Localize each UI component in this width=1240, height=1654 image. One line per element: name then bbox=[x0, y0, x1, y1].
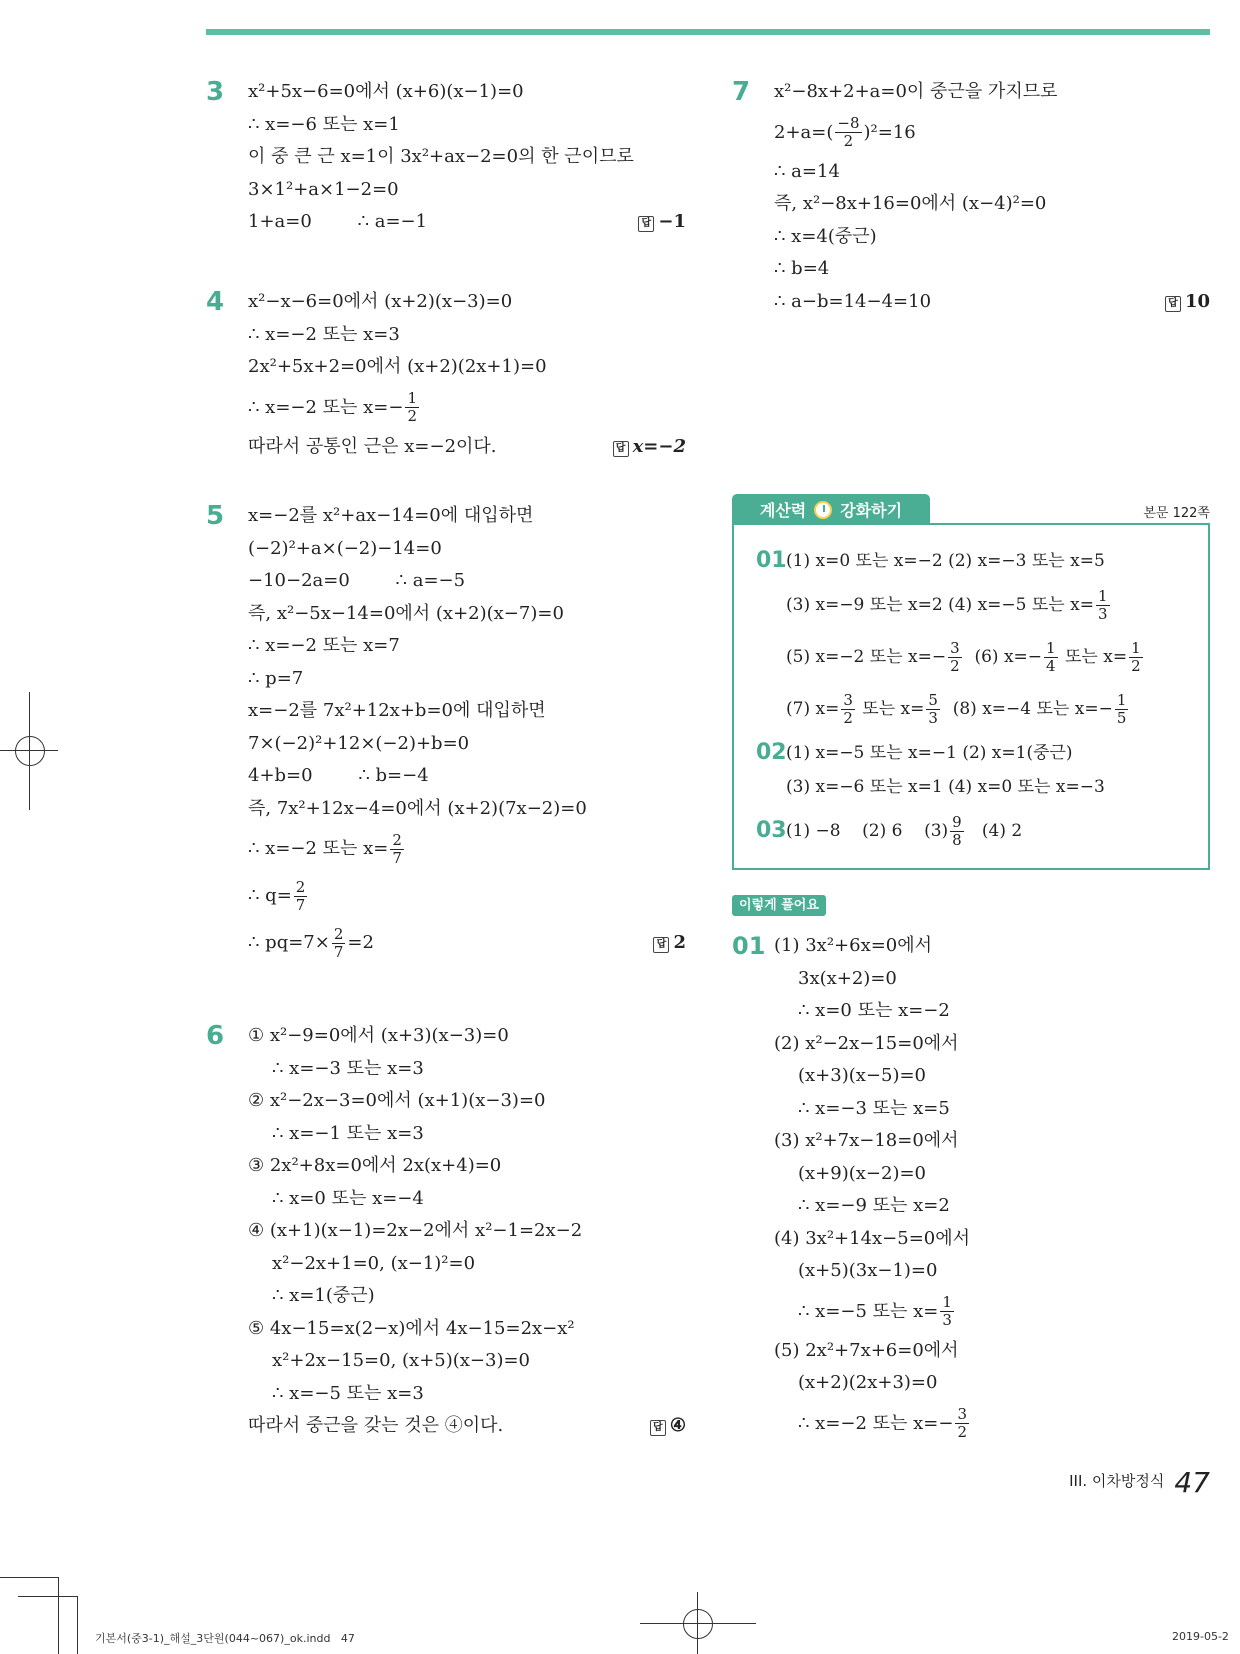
denominator: 4 bbox=[1046, 657, 1056, 675]
solution-line bbox=[774, 109, 1210, 156]
row-text: (7) x= bbox=[786, 699, 840, 719]
problem-3 bbox=[206, 76, 686, 286]
solution-line: (x+3)(x−5)=0 bbox=[798, 1065, 926, 1086]
numerator: 2 bbox=[333, 924, 344, 943]
row-text: (1) −8 (2) 6 (3) bbox=[786, 821, 949, 841]
fraction bbox=[926, 692, 940, 727]
page-number: 47 bbox=[1174, 1466, 1210, 1499]
solution-line bbox=[248, 825, 686, 872]
numerator: −8 bbox=[837, 114, 860, 132]
solution-line: x²−x−6=0에서 (x+2)(x−3)=0 bbox=[248, 291, 513, 312]
solution-line: (2) x²−2x−15=0에서 bbox=[774, 1032, 959, 1054]
numerator: 2 bbox=[295, 877, 306, 896]
answer-row: (3) x=−6 또는 x=1 (4) x=0 또는 x=−3 bbox=[786, 777, 1105, 797]
solution-line: (3) x²+7x−18=0에서 bbox=[774, 1130, 959, 1151]
solution-line: 3×1²+a×1−2=0 bbox=[248, 178, 399, 200]
fraction bbox=[1129, 640, 1143, 675]
solution-line: (x+2)(2x+3)=0 bbox=[798, 1372, 938, 1393]
numerator: 9 bbox=[952, 813, 962, 831]
solution-text: ∴ pq=7× bbox=[248, 932, 330, 953]
solution-line: ∴ p=7 bbox=[248, 667, 304, 689]
numerator: 1 bbox=[407, 389, 418, 407]
numerator: 1 bbox=[1097, 587, 1108, 605]
solution-label: 이렇게 풀어요 bbox=[732, 895, 826, 916]
solution-line: (−2)²+a×(−2)−14=0 bbox=[248, 537, 442, 559]
problem-number: 6 bbox=[206, 1021, 225, 1051]
fraction bbox=[835, 115, 861, 150]
solution-line: ∴ x=0 또는 x=−2 bbox=[798, 1000, 950, 1021]
solution-text: ∴ x=−2 또는 x=− bbox=[798, 1412, 954, 1434]
solution-text: ∴ x=−2 또는 x=− bbox=[248, 396, 404, 418]
solution-line: ③ 2x²+8x=0에서 2x(x+4)=0 bbox=[248, 1155, 502, 1176]
slug-date: 2019-05-2 bbox=[1172, 1630, 1229, 1643]
row-text: (3) x=−9 또는 x=2 (4) x=−5 또는 x= bbox=[786, 595, 1094, 615]
denominator: 2 bbox=[843, 709, 853, 727]
solution-line bbox=[248, 384, 686, 431]
solution-section bbox=[732, 930, 1210, 1447]
denominator: 7 bbox=[295, 895, 306, 914]
fraction bbox=[948, 640, 962, 675]
solution-line bbox=[774, 286, 1210, 319]
numerator: 5 bbox=[928, 691, 938, 709]
solution-line: −10−2a=0 ∴ a=−5 bbox=[248, 570, 466, 591]
solution-line: ② x²−2x−3=0에서 (x+1)(x−3)=0 bbox=[248, 1090, 546, 1111]
answer-row bbox=[786, 583, 1112, 627]
solution-line: ∴ x=−9 또는 x=2 bbox=[798, 1195, 950, 1216]
page-footer bbox=[1069, 1466, 1210, 1499]
answer-value: x=−2 bbox=[632, 435, 686, 457]
answer-value: 2 bbox=[673, 932, 686, 953]
row-text: (4) 2 bbox=[981, 821, 1023, 841]
solution-text: ∴ x=−5 또는 x= bbox=[798, 1300, 939, 1322]
denominator: 2 bbox=[950, 657, 960, 675]
solution-line: ∴ x=0 또는 x=−4 bbox=[272, 1187, 424, 1209]
solution-line: ∴ x=4(중근) bbox=[774, 225, 877, 247]
solution-line: (4) 3x²+14x−5=0에서 bbox=[774, 1227, 971, 1249]
problem-4 bbox=[206, 286, 686, 500]
solution-text: 따라서 공통인 근은 x=−2이다. bbox=[248, 435, 497, 457]
solution-line: 4+b=0 ∴ b=−4 bbox=[248, 765, 429, 786]
denominator: 2 bbox=[843, 132, 854, 150]
solution-line bbox=[774, 1400, 1210, 1447]
solution-line: ④ (x+1)(x−1)=2x−2에서 x²−1=2x−2 bbox=[248, 1220, 583, 1241]
answer bbox=[638, 206, 686, 239]
row-text: (6) x=− bbox=[974, 647, 1043, 667]
row-text: 또는 x= bbox=[862, 699, 925, 719]
answer-row bbox=[786, 635, 1145, 679]
problem-number: 3 bbox=[206, 77, 225, 107]
answer-value: 10 bbox=[1184, 290, 1210, 312]
practice-answer-box bbox=[732, 523, 1210, 870]
fraction bbox=[1096, 588, 1110, 623]
solution-text: )²=16 bbox=[863, 121, 916, 143]
answer-row: (1) x=−5 또는 x=−1 (2) x=1(중근) bbox=[786, 743, 1073, 763]
solution-line bbox=[248, 919, 686, 966]
numerator: 3 bbox=[957, 1405, 968, 1423]
section-title: III. 이차방정식 bbox=[1069, 1472, 1165, 1490]
solution-line: 즉, 7x²+12x−4=0에서 (x+2)(7x−2)=0 bbox=[248, 797, 587, 819]
solution-text: ∴ x=−2 또는 x= bbox=[248, 838, 389, 859]
denominator: 2 bbox=[957, 1423, 968, 1441]
solution-text: ∴ a−b=14−4=10 bbox=[774, 290, 932, 312]
fraction bbox=[950, 814, 964, 849]
answer-row: (1) x=0 또는 x=−2 (2) x=−3 또는 x=5 bbox=[786, 551, 1105, 571]
answer bbox=[653, 919, 686, 966]
denominator: 2 bbox=[1131, 657, 1141, 675]
tab-label-left: 계산력 bbox=[759, 501, 807, 520]
crop-mark bbox=[77, 1596, 78, 1654]
fraction bbox=[841, 692, 855, 727]
tab-label-right: 강화하기 bbox=[840, 501, 903, 520]
solution-line bbox=[248, 431, 686, 464]
denominator: 3 bbox=[1097, 605, 1108, 623]
problem-number: 7 bbox=[732, 77, 751, 107]
fraction bbox=[940, 1294, 954, 1329]
solution-line: ∴ x=−5 또는 x=3 bbox=[272, 1382, 424, 1404]
numerator: 1 bbox=[1046, 639, 1056, 657]
answer-mark-icon: 답 bbox=[613, 441, 629, 457]
solution-line: x²+2x−15=0, (x+5)(x−3)=0 bbox=[272, 1350, 531, 1371]
solution-line: (x+9)(x−2)=0 bbox=[798, 1162, 926, 1184]
denominator: 8 bbox=[952, 831, 962, 849]
fraction bbox=[390, 832, 404, 867]
row-text: 또는 x= bbox=[1064, 647, 1128, 667]
answer-mark-icon: 답 bbox=[638, 216, 654, 232]
fraction bbox=[405, 390, 419, 425]
fraction bbox=[1115, 692, 1129, 727]
fraction bbox=[294, 879, 308, 914]
denominator: 3 bbox=[928, 709, 938, 727]
solution-text: 2+a=( bbox=[774, 121, 834, 143]
solution-line: ∴ x=−3 또는 x=3 bbox=[272, 1057, 424, 1079]
solution-line: x²−8x+2+a=0이 중근을 가지므로 bbox=[774, 81, 1058, 102]
fraction bbox=[332, 926, 346, 961]
crop-mark bbox=[18, 1596, 78, 1597]
solution-line: 3x(x+2)=0 bbox=[798, 967, 897, 989]
solution-line: 7×(−2)²+12×(−2)+b=0 bbox=[248, 732, 470, 754]
registration-mark-icon bbox=[15, 736, 45, 766]
solution-line bbox=[248, 872, 686, 919]
row-text: (8) x=−4 또는 x=− bbox=[952, 699, 1113, 719]
solution-line: (5) 2x²+7x+6=0에서 bbox=[774, 1339, 959, 1361]
solution-line: (x+5)(3x−1)=0 bbox=[798, 1260, 938, 1281]
denominator: 3 bbox=[942, 1311, 952, 1329]
solution-line: ∴ x=−3 또는 x=5 bbox=[798, 1097, 950, 1119]
crop-mark bbox=[58, 1577, 59, 1654]
item-number: 02 bbox=[756, 740, 787, 765]
row-text: (5) x=−2 또는 x=− bbox=[786, 647, 947, 667]
problem-number: 5 bbox=[206, 501, 225, 531]
answer bbox=[650, 1410, 686, 1443]
solution-line: x=−2를 x²+ax−14=0에 대입하면 bbox=[248, 505, 534, 526]
solution-text: 따라서 중근을 갖는 것은 ④이다. bbox=[248, 1415, 504, 1436]
solution-line: ∴ b=4 bbox=[774, 258, 830, 279]
solution-line: ∴ x=−2 또는 x=3 bbox=[248, 323, 400, 345]
denominator: 2 bbox=[407, 407, 418, 425]
problem-7 bbox=[732, 76, 1210, 318]
solution-line: 2x²+5x+2=0에서 (x+2)(2x+1)=0 bbox=[248, 356, 547, 377]
solution-line: ① x²−9=0에서 (x+3)(x−3)=0 bbox=[248, 1025, 509, 1046]
item-number: 01 bbox=[756, 548, 787, 573]
numerator: 3 bbox=[843, 691, 853, 709]
page-reference: 본문 122쪽 bbox=[1143, 506, 1210, 521]
answer-row bbox=[786, 810, 1022, 852]
answer-mark-icon: 답 bbox=[653, 937, 669, 953]
numerator: 1 bbox=[942, 1293, 952, 1311]
answer bbox=[1165, 286, 1210, 319]
numerator: 1 bbox=[1131, 639, 1141, 657]
solution-text: 1+a=0 ∴ a=−1 bbox=[248, 211, 428, 232]
solution-line: 이 중 큰 근 x=1이 3x²+ax−2=0의 한 근이므로 bbox=[248, 146, 634, 167]
solution-line bbox=[774, 1288, 1210, 1335]
stopwatch-icon bbox=[814, 501, 832, 519]
crop-mark bbox=[0, 1577, 58, 1578]
top-accent-bar bbox=[206, 29, 1210, 35]
solution-text: ∴ q= bbox=[248, 885, 292, 906]
practice-box-tab bbox=[732, 494, 930, 525]
answer-mark-icon: 답 bbox=[650, 1420, 666, 1436]
right-column bbox=[732, 76, 1210, 318]
denominator: 7 bbox=[333, 942, 344, 961]
solution-line: ⑤ 4x−15=x(2−x)에서 4x−15=2x−x² bbox=[248, 1317, 575, 1339]
answer bbox=[613, 431, 686, 464]
problem-6 bbox=[206, 1020, 686, 1443]
denominator: 7 bbox=[392, 848, 402, 867]
answer-mark-icon: 답 bbox=[1165, 296, 1181, 312]
solution-line: ∴ x=−1 또는 x=3 bbox=[272, 1122, 424, 1144]
solution-text: =2 bbox=[347, 932, 374, 953]
registration-mark-icon bbox=[683, 1609, 713, 1639]
solution-line bbox=[248, 206, 686, 239]
solution-line: ∴ x=1(중근) bbox=[272, 1285, 375, 1306]
fraction bbox=[955, 1406, 969, 1441]
denominator: 5 bbox=[1116, 709, 1127, 727]
fraction bbox=[1044, 640, 1058, 675]
numerator: 2 bbox=[392, 830, 402, 849]
solution-line: (1) 3x²+6x=0에서 bbox=[774, 935, 933, 956]
slug-filename: 기본서(중3-1)_해설_3단원(044~067)_ok.indd 47 bbox=[95, 1632, 355, 1645]
solution-line: ∴ x=−2 또는 x=7 bbox=[248, 635, 400, 656]
problem-number: 4 bbox=[206, 287, 225, 317]
solution-line: ∴ x=−6 또는 x=1 bbox=[248, 113, 400, 135]
answer-value: −1 bbox=[658, 211, 686, 232]
solution-line: 즉, x²−8x+16=0에서 (x−4)²=0 bbox=[774, 193, 1047, 214]
solution-line: 즉, x²−5x−14=0에서 (x+2)(x−7)=0 bbox=[248, 602, 564, 624]
left-column bbox=[206, 76, 686, 1443]
answer-value: ④ bbox=[669, 1415, 686, 1436]
solution-line: x²+5x−6=0에서 (x+6)(x−1)=0 bbox=[248, 81, 524, 102]
numerator: 1 bbox=[1116, 691, 1127, 709]
solution-line: x²−2x+1=0, (x−1)²=0 bbox=[272, 1252, 476, 1274]
problem-5 bbox=[206, 500, 686, 1020]
numerator: 3 bbox=[950, 639, 960, 657]
item-number: 03 bbox=[756, 818, 787, 843]
solution-line: ∴ a=14 bbox=[774, 160, 840, 182]
solution-number: 01 bbox=[732, 932, 766, 960]
answer-row bbox=[786, 687, 1130, 731]
solution-line bbox=[248, 1410, 686, 1443]
solution-line: x=−2를 7x²+12x+b=0에 대입하면 bbox=[248, 700, 546, 721]
